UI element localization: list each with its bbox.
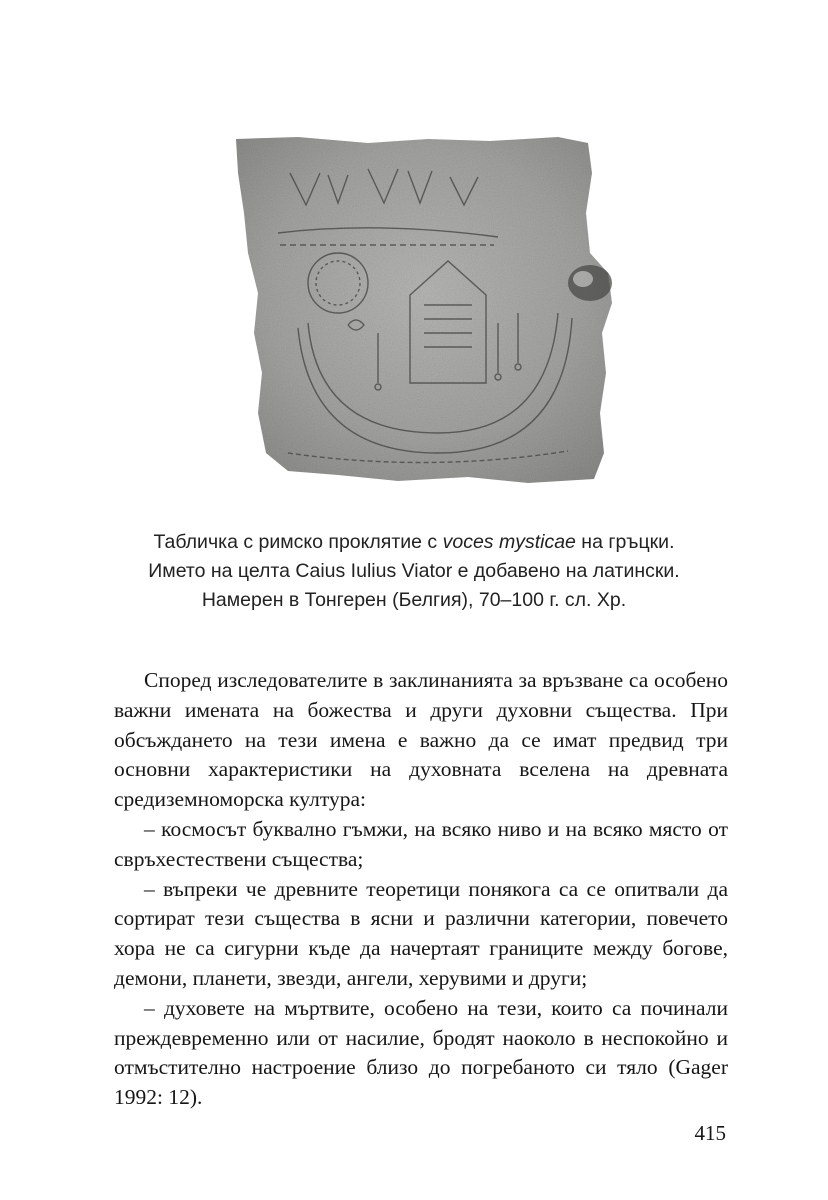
- lead-tablet-icon: [228, 133, 613, 485]
- paragraph-point-1: – космосът буквално гъмжи, на всяко ниво и на всяко място от свръхестествени същества;: [114, 816, 728, 871]
- caption-line-1: Табличка с римско проклятие с voces mysticae на гръцки.: [153, 531, 675, 553]
- paragraph-point-3: – духовете на мъртвите, особено на тези, които са починали преждевременно или от насилие, бродят наоколо в неспокойно и отмъстително настроение близо до погребаното си тяло (Gager 1992: 12).: [114, 995, 728, 1110]
- page-number: 415: [694, 1121, 726, 1145]
- caption-italic-term: voces mysticae: [442, 531, 576, 553]
- curse-tablet-image: [228, 133, 613, 485]
- figure-caption: [100, 528, 728, 615]
- body-text: [114, 666, 728, 1113]
- caption-line-2: Името на целта Caius Iulius Viator е добавено на латински.: [148, 560, 680, 582]
- caption-line-3: Намерен в Тонгерен (Белгия), 70–100 г. сл. Хр.: [201, 589, 627, 611]
- paragraph-point-2: – въпреки че древните теоретици понякога са се опитвали да сортират тези същества в ясни и различни категории, повечето хора не са сигурни къде да начертаят границите между богове, демони, планети, звезди, ангели, херувими и други;: [114, 876, 728, 990]
- paragraph-intro: Според изследователите в заклинанията за връзване са особено важни имената на божества и други духовни същества. При обсъждането на тези имена е важно да се имат предвид три основни характеристики на духовната вселена на древната средиземноморска култура:: [114, 668, 728, 812]
